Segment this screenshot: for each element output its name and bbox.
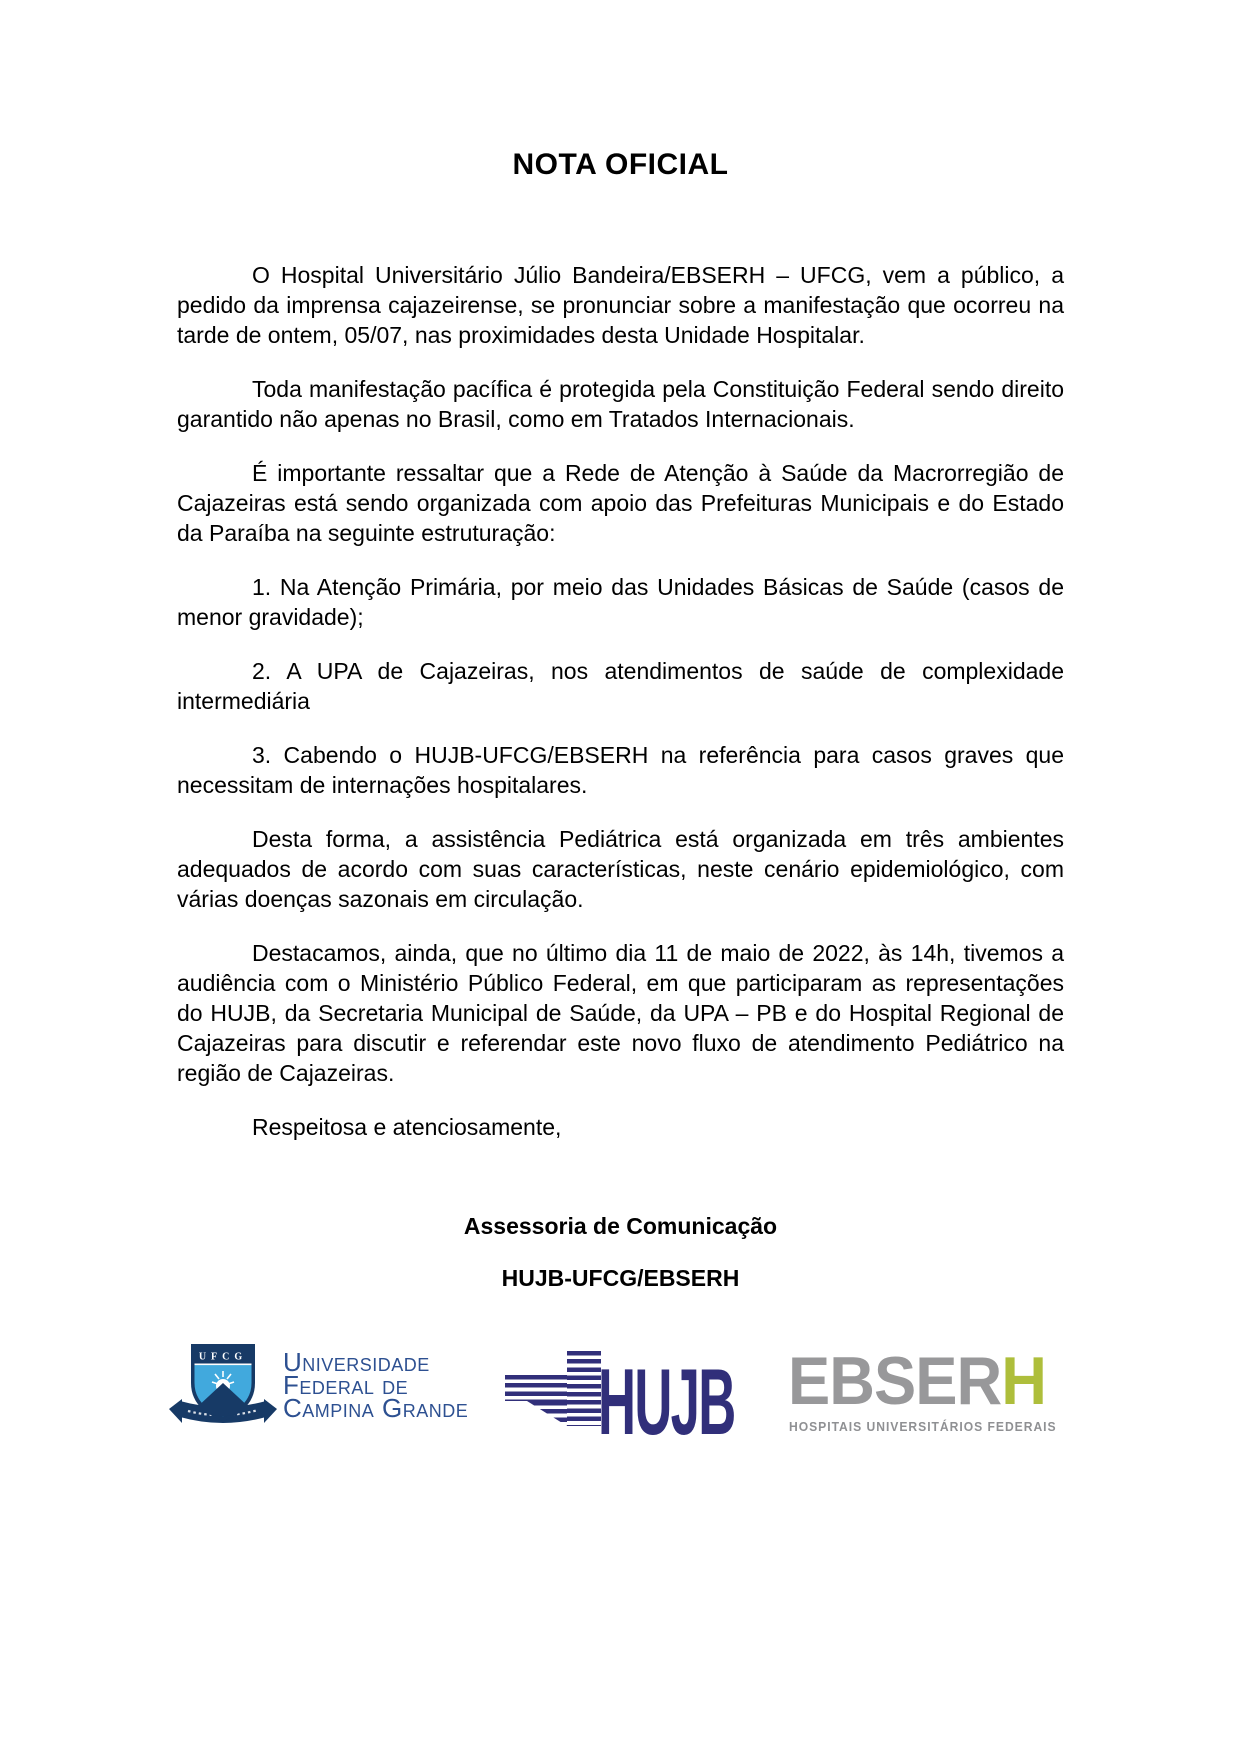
ebserh-wordmark-gray: EBSER (788, 1343, 1002, 1419)
hujb-logo (505, 1349, 765, 1454)
ufcg-wordmark-line3: Campina Grande (283, 1393, 469, 1423)
ufcg-wordmark-line2: Federal de (283, 1370, 409, 1400)
paragraph-1: O Hospital Universitário Júlio Bandeira/EBSERH – UFCG, vem a público, a pedido da imprensa cajazeirense, se pronunciar sobre a manifestação que ocorreu na tarde de ontem, 05/07, nas proximidades desta Unidade Hospitalar. (177, 262, 1064, 348)
paragraph-3: É importante ressaltar que a Rede de Atenção à Saúde da Macrorregião de Cajazeiras está sendo organizada com apoio das Prefeituras Municipais e do Estado da Paraíba na seguinte estruturação: (177, 460, 1064, 546)
ufcg-shield-icon (168, 1341, 280, 1439)
closing-line: Respeitosa e atenciosamente, (252, 1114, 562, 1140)
paragraph-8: Destacamos, ainda, que no último dia 11 de maio de 2022, às 14h, tivemos a audiência com o Ministério Público Federal, em que participaram as representações do HUJB, da Secretaria Municipal de Saúde, da UPA – PB e do Hospital Regional de Cajazeiras para discutir e referendar este novo fluxo de atendimento Pediátrico na região de Cajazeiras. (177, 940, 1064, 1086)
ufcg-wordmark-line1: Universidade (283, 1347, 430, 1377)
paragraph-2: Toda manifestação pacífica é protegida pela Constituição Federal sendo direito garantido não apenas no Brasil, como em Tratados Internacionais. (177, 376, 1064, 432)
list-item-2: 2. A UPA de Cajazeiras, nos atendimentos de saúde de complexidade intermediária (177, 658, 1064, 714)
ebserh-logo (788, 1345, 1088, 1440)
ufcg-shield-acronym: UFCG (198, 1351, 248, 1363)
list-item-3: 3. Cabendo o HUJB-UFCG/EBSERH na referência para casos graves que necessitam de internações hospitalares. (177, 742, 1064, 798)
hujb-cross-icon (567, 1351, 601, 1426)
ebserh-wordmark-green: H (1001, 1343, 1046, 1419)
paragraph-7: Desta forma, a assistência Pediátrica está organizada em três ambientes adequados de acordo com suas características, neste cenário epidemiológico, com várias doenças sazonais em circulação. (177, 826, 1064, 912)
ebserh-wordmark (788, 1343, 1046, 1419)
logos-row (177, 1337, 1064, 1457)
document-title: NOTA OFICIAL (512, 148, 729, 181)
ufcg-wordmark (283, 1347, 469, 1423)
hujb-cross-icon (527, 1401, 567, 1426)
signature-department: Assessoria de Comunicação (463, 1213, 778, 1239)
hujb-wordmark: HUJB (598, 1349, 735, 1454)
list-item-1: 1. Na Atenção Primária, por meio das Unidades Básicas de Saúde (casos de menor gravidade); (177, 574, 1064, 630)
signature-institution: HUJB-UFCG/EBSERH (501, 1265, 740, 1291)
ebserh-subtitle: HOSPITAIS UNIVERSITÁRIOS FEDERAIS (789, 1420, 1057, 1434)
hujb-cross-icon (505, 1375, 571, 1401)
